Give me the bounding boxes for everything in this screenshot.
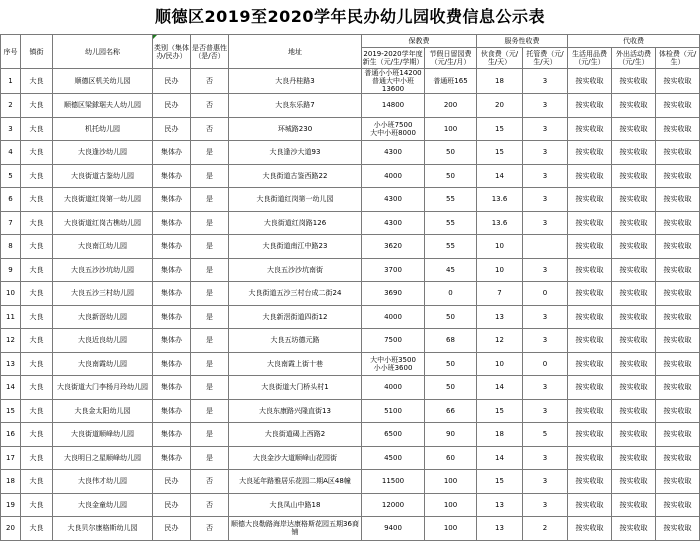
- cell-town: 大良: [21, 164, 53, 188]
- table-row: [1, 399, 700, 423]
- cell-category: 集体办: [153, 352, 191, 376]
- cell-name: 大良南霞幼儿园: [53, 352, 153, 376]
- cell-seq: 20: [1, 517, 21, 541]
- cell-category: 民办: [153, 493, 191, 517]
- cell-category: 集体办: [153, 141, 191, 165]
- table-row: [1, 423, 700, 447]
- cell-category: 集体办: [153, 282, 191, 306]
- cell-address: 大良凤山中路18: [229, 493, 362, 517]
- cell-tuition: 11500: [362, 470, 425, 494]
- cell-meal: 13: [477, 305, 523, 329]
- cell-nursery: 2: [523, 517, 568, 541]
- cell-tuition: 大中小班3500 小小班3600: [362, 352, 425, 376]
- cell-town: 大良: [21, 69, 53, 94]
- cell-inclusive: 是: [191, 376, 229, 400]
- cell-meal: 15: [477, 117, 523, 141]
- cell-supplies: 按实收取: [568, 164, 612, 188]
- cell-tuition: 4000: [362, 305, 425, 329]
- cell-holiday: 90: [425, 423, 477, 447]
- cell-supplies: 按实收取: [568, 94, 612, 118]
- cell-town: 大良: [21, 211, 53, 235]
- cell-address: 环城路230: [229, 117, 362, 141]
- header-outing: 外出活动费（元/生）: [612, 48, 656, 69]
- cell-holiday: 100: [425, 517, 477, 541]
- cell-supplies: 按实收取: [568, 423, 612, 447]
- table-row: [1, 164, 700, 188]
- cell-meal: 13: [477, 493, 523, 517]
- cell-checkup: 按实收取: [656, 69, 700, 94]
- cell-tuition: 4300: [362, 141, 425, 165]
- cell-town: 大良: [21, 352, 53, 376]
- cell-address: 大良五沙沙坑南街: [229, 258, 362, 282]
- cell-tuition: 7500: [362, 329, 425, 353]
- cell-nursery: 3: [523, 305, 568, 329]
- cell-holiday: 100: [425, 117, 477, 141]
- cell-outing: 按实收取: [612, 399, 656, 423]
- cell-meal: 15: [477, 399, 523, 423]
- cell-address: 大良延年路雅居乐花园二期A区48幢: [229, 470, 362, 494]
- cell-supplies: 按实收取: [568, 493, 612, 517]
- cell-tuition: 14800: [362, 94, 425, 118]
- cell-outing: 按实收取: [612, 69, 656, 94]
- cell-inclusive: 否: [191, 117, 229, 141]
- cell-category: 民办: [153, 117, 191, 141]
- cell-category: 集体办: [153, 305, 191, 329]
- cell-town: 大良: [21, 188, 53, 212]
- table-row: [1, 329, 700, 353]
- cell-meal: 10: [477, 258, 523, 282]
- cell-inclusive: 是: [191, 258, 229, 282]
- cell-checkup: 按实收取: [656, 329, 700, 353]
- cell-supplies: 按实收取: [568, 470, 612, 494]
- header-meal: 伙食费（元/生/天）: [477, 48, 523, 69]
- cell-address: 大良逢沙大道93: [229, 141, 362, 165]
- cell-checkup: 按实收取: [656, 493, 700, 517]
- cell-supplies: 按实收取: [568, 235, 612, 259]
- cell-inclusive: 是: [191, 188, 229, 212]
- cell-holiday: 100: [425, 493, 477, 517]
- cell-name: 大良五沙沙坑幼儿园: [53, 258, 153, 282]
- cell-seq: 18: [1, 470, 21, 494]
- cell-category: 民办: [153, 517, 191, 541]
- cell-tuition: 4500: [362, 446, 425, 470]
- cell-name: 顺德区机关幼儿园: [53, 69, 153, 94]
- cell-name: 大良五沙三村幼儿园: [53, 282, 153, 306]
- cell-town: 大良: [21, 141, 53, 165]
- cell-category: 集体办: [153, 235, 191, 259]
- cell-meal: 10: [477, 235, 523, 259]
- cell-outing: 按实收取: [612, 211, 656, 235]
- cell-supplies: 按实收取: [568, 329, 612, 353]
- header-name: 幼儿园名称: [53, 35, 153, 69]
- cell-seq: 14: [1, 376, 21, 400]
- cell-town: 大良: [21, 423, 53, 447]
- cell-checkup: 按实收取: [656, 352, 700, 376]
- cell-town: 大良: [21, 470, 53, 494]
- cell-town: 大良: [21, 399, 53, 423]
- cell-outing: 按实收取: [612, 282, 656, 306]
- cell-address: 大良街道大门桥头村1: [229, 376, 362, 400]
- cell-town: 大良: [21, 94, 53, 118]
- cell-nursery: 3: [523, 493, 568, 517]
- cell-tuition: 3620: [362, 235, 425, 259]
- table-row: [1, 69, 700, 94]
- header-seq: 序号: [1, 35, 21, 69]
- cell-checkup: 按实收取: [656, 446, 700, 470]
- cell-seq: 17: [1, 446, 21, 470]
- cell-holiday: 55: [425, 188, 477, 212]
- cell-category: 集体办: [153, 423, 191, 447]
- header-nursery: 托管费（元/生/天）: [523, 48, 568, 69]
- table-row: [1, 493, 700, 517]
- cell-category: 集体办: [153, 329, 191, 353]
- cell-address: 大良南霞上街十巷: [229, 352, 362, 376]
- table-row: [1, 211, 700, 235]
- cell-supplies: 按实收取: [568, 211, 612, 235]
- cell-meal: 14: [477, 446, 523, 470]
- cell-outing: 按实收取: [612, 258, 656, 282]
- cell-inclusive: 否: [191, 470, 229, 494]
- header-service-group: 服务性收费: [477, 35, 568, 48]
- cell-nursery: 5: [523, 423, 568, 447]
- cell-supplies: 按实收取: [568, 446, 612, 470]
- cell-supplies: 按实收取: [568, 69, 612, 94]
- cell-town: 大良: [21, 305, 53, 329]
- cell-category: 集体办: [153, 164, 191, 188]
- cell-address: 大良五坊德元路: [229, 329, 362, 353]
- cell-supplies: 按实收取: [568, 352, 612, 376]
- cell-checkup: 按实收取: [656, 94, 700, 118]
- cell-tuition: 3690: [362, 282, 425, 306]
- cell-seq: 11: [1, 305, 21, 329]
- cell-outing: 按实收取: [612, 470, 656, 494]
- cell-holiday: 68: [425, 329, 477, 353]
- header-checkup: 体检费（元/生）: [656, 48, 700, 69]
- cell-inclusive: 是: [191, 352, 229, 376]
- cell-meal: 14: [477, 164, 523, 188]
- cell-outing: 按实收取: [612, 517, 656, 541]
- cell-outing: 按实收取: [612, 493, 656, 517]
- cell-name: 机托幼儿园: [53, 117, 153, 141]
- cell-checkup: 按实收取: [656, 305, 700, 329]
- cell-supplies: 按实收取: [568, 117, 612, 141]
- cell-seq: 8: [1, 235, 21, 259]
- cell-checkup: 按实收取: [656, 423, 700, 447]
- cell-tuition: 小小班7500 大中小班8000: [362, 117, 425, 141]
- cell-meal: 10: [477, 352, 523, 376]
- cell-checkup: 按实收取: [656, 141, 700, 165]
- cell-inclusive: 是: [191, 282, 229, 306]
- cell-nursery: 3: [523, 329, 568, 353]
- cell-holiday: 45: [425, 258, 477, 282]
- cell-seq: 13: [1, 352, 21, 376]
- cell-nursery: 3: [523, 69, 568, 94]
- cell-category: 民办: [153, 69, 191, 94]
- cell-name: 大良金童幼儿园: [53, 493, 153, 517]
- cell-address: 大良街道红岗第一幼儿园: [229, 188, 362, 212]
- cell-category: 集体办: [153, 211, 191, 235]
- cell-town: 大良: [21, 117, 53, 141]
- cell-holiday: 66: [425, 399, 477, 423]
- cell-town: 大良: [21, 329, 53, 353]
- cell-town: 大良: [21, 258, 53, 282]
- cell-seq: 7: [1, 211, 21, 235]
- cell-seq: 6: [1, 188, 21, 212]
- cell-tuition: 4300: [362, 211, 425, 235]
- cell-category: 民办: [153, 94, 191, 118]
- cell-address: 大良新滘街道四街12: [229, 305, 362, 329]
- cell-name: 大良南江幼儿园: [53, 235, 153, 259]
- table-row: [1, 352, 700, 376]
- cell-nursery: 3: [523, 94, 568, 118]
- cell-address: 大良街道古鉴西路22: [229, 164, 362, 188]
- cell-checkup: 按实收取: [656, 188, 700, 212]
- cell-meal: 7: [477, 282, 523, 306]
- cell-nursery: [523, 235, 568, 259]
- cell-holiday: 50: [425, 305, 477, 329]
- cell-outing: 按实收取: [612, 235, 656, 259]
- cell-checkup: 按实收取: [656, 470, 700, 494]
- cell-seq: 15: [1, 399, 21, 423]
- cell-category: 集体办: [153, 188, 191, 212]
- cell-name: 大良近良幼儿园: [53, 329, 153, 353]
- cell-outing: 按实收取: [612, 117, 656, 141]
- cell-town: 大良: [21, 235, 53, 259]
- cell-seq: 5: [1, 164, 21, 188]
- cell-outing: 按实收取: [612, 94, 656, 118]
- header-supplies: 生活用品费（元/生）: [568, 48, 612, 69]
- cell-tuition: 5100: [362, 399, 425, 423]
- cell-nursery: 3: [523, 164, 568, 188]
- cell-outing: 按实收取: [612, 446, 656, 470]
- cell-name: 大良金太阳幼儿园: [53, 399, 153, 423]
- cell-inclusive: 否: [191, 69, 229, 94]
- cell-address: 大良东乐路7: [229, 94, 362, 118]
- cell-outing: 按实收取: [612, 352, 656, 376]
- cell-address: 大良街道红岗路126: [229, 211, 362, 235]
- cell-address: 大良东康路兴隆直街13: [229, 399, 362, 423]
- cell-holiday: 0: [425, 282, 477, 306]
- cell-inclusive: 是: [191, 211, 229, 235]
- cell-category: 民办: [153, 470, 191, 494]
- cell-inclusive: 是: [191, 329, 229, 353]
- cell-nursery: 3: [523, 470, 568, 494]
- cell-outing: 按实收取: [612, 164, 656, 188]
- cell-name: 大良新滘幼儿园: [53, 305, 153, 329]
- cell-nursery: 3: [523, 211, 568, 235]
- cell-nursery: 3: [523, 117, 568, 141]
- cell-checkup: 按实收取: [656, 164, 700, 188]
- cell-category: 集体办: [153, 258, 191, 282]
- cell-seq: 16: [1, 423, 21, 447]
- cell-holiday: 200: [425, 94, 477, 118]
- cell-holiday: 55: [425, 211, 477, 235]
- cell-name: 顺德区梁銶琚夫人幼儿园: [53, 94, 153, 118]
- cell-seq: 3: [1, 117, 21, 141]
- cell-meal: 18: [477, 69, 523, 94]
- table-row: [1, 305, 700, 329]
- cell-supplies: 按实收取: [568, 282, 612, 306]
- cell-inclusive: 是: [191, 235, 229, 259]
- cell-nursery: 3: [523, 141, 568, 165]
- header-holiday: 节假日留园费（元/生/月）: [425, 48, 477, 69]
- cell-address: 顺德大良勒路海岸达康格斯花园五期36商铺: [229, 517, 362, 541]
- cell-name: 大良明日之星顺峰幼儿园: [53, 446, 153, 470]
- cell-holiday: 50: [425, 376, 477, 400]
- cell-inclusive: 否: [191, 94, 229, 118]
- cell-nursery: 0: [523, 352, 568, 376]
- cell-category: 集体办: [153, 376, 191, 400]
- cell-nursery: 3: [523, 446, 568, 470]
- cell-supplies: 按实收取: [568, 376, 612, 400]
- header-town: 镇街: [21, 35, 53, 69]
- cell-tuition: 普通小小班14200 普通大中小班13600: [362, 69, 425, 94]
- cell-inclusive: 是: [191, 305, 229, 329]
- cell-meal: 14: [477, 376, 523, 400]
- cell-name: 大良街道红岗古樵幼儿园: [53, 211, 153, 235]
- cell-name: 大良街道顺峰幼儿园: [53, 423, 153, 447]
- cell-address: 大良丹桂路3: [229, 69, 362, 94]
- cell-nursery: 3: [523, 399, 568, 423]
- fee-table: [0, 34, 700, 541]
- cell-seq: 1: [1, 69, 21, 94]
- header-childcare-group: 保教费: [362, 35, 477, 48]
- header-agency-group: 代收费: [568, 35, 700, 48]
- table-row: [1, 141, 700, 165]
- cell-name: 大良街道古鉴幼儿园: [53, 164, 153, 188]
- cell-seq: 2: [1, 94, 21, 118]
- cell-name: 大良贝尔康格斯幼儿园: [53, 517, 153, 541]
- cell-meal: 12: [477, 329, 523, 353]
- cell-meal: 15: [477, 470, 523, 494]
- table-row: [1, 117, 700, 141]
- cell-holiday: 100: [425, 470, 477, 494]
- cell-nursery: 3: [523, 376, 568, 400]
- cell-holiday: 50: [425, 164, 477, 188]
- cell-checkup: 按实收取: [656, 258, 700, 282]
- cell-checkup: 按实收取: [656, 517, 700, 541]
- cell-meal: 18: [477, 423, 523, 447]
- cell-name: 大良伟才幼儿园: [53, 470, 153, 494]
- cell-category: 集体办: [153, 446, 191, 470]
- cell-seq: 12: [1, 329, 21, 353]
- table-row: [1, 376, 700, 400]
- table-row: [1, 282, 700, 306]
- cell-nursery: 0: [523, 282, 568, 306]
- cell-category: 集体办: [153, 399, 191, 423]
- cell-town: 大良: [21, 446, 53, 470]
- cell-meal: 13: [477, 517, 523, 541]
- cell-seq: 9: [1, 258, 21, 282]
- table-row: [1, 258, 700, 282]
- cell-checkup: 按实收取: [656, 376, 700, 400]
- cell-tuition: 9400: [362, 517, 425, 541]
- cell-name: 大良街道红岗第一幼儿园: [53, 188, 153, 212]
- cell-inclusive: 是: [191, 141, 229, 165]
- table-row: [1, 188, 700, 212]
- cell-tuition: 3700: [362, 258, 425, 282]
- cell-checkup: 按实收取: [656, 399, 700, 423]
- cell-holiday: 50: [425, 141, 477, 165]
- cell-outing: 按实收取: [612, 305, 656, 329]
- cell-supplies: 按实收取: [568, 258, 612, 282]
- cell-address: 大良街道五沙三村台成二街24: [229, 282, 362, 306]
- cell-tuition: 4000: [362, 376, 425, 400]
- cell-outing: 按实收取: [612, 188, 656, 212]
- cell-supplies: 按实收取: [568, 188, 612, 212]
- cell-seq: 10: [1, 282, 21, 306]
- cell-town: 大良: [21, 493, 53, 517]
- cell-meal: 13.6: [477, 211, 523, 235]
- cell-town: 大良: [21, 517, 53, 541]
- cell-inclusive: 是: [191, 423, 229, 447]
- cell-inclusive: 否: [191, 493, 229, 517]
- cell-holiday: 50: [425, 352, 477, 376]
- cell-name: 大良街道大门李杨月玲幼儿园: [53, 376, 153, 400]
- table-row: [1, 94, 700, 118]
- cell-holiday: 55: [425, 235, 477, 259]
- cell-inclusive: 是: [191, 164, 229, 188]
- table-row: [1, 517, 700, 541]
- cell-outing: 按实收取: [612, 329, 656, 353]
- cell-checkup: 按实收取: [656, 235, 700, 259]
- cell-nursery: 3: [523, 188, 568, 212]
- table-row: [1, 235, 700, 259]
- cell-tuition: 4300: [362, 188, 425, 212]
- cell-inclusive: 是: [191, 399, 229, 423]
- cell-supplies: 按实收取: [568, 305, 612, 329]
- header-inclusive: 是否普惠性（是/否）: [191, 35, 229, 69]
- table-row: [1, 470, 700, 494]
- table-body: [1, 69, 700, 541]
- cell-checkup: 按实收取: [656, 211, 700, 235]
- cell-address: 大良金沙大道顺峰山花园街: [229, 446, 362, 470]
- cell-meal: 15: [477, 141, 523, 165]
- cell-meal: 13.6: [477, 188, 523, 212]
- cell-tuition: 12000: [362, 493, 425, 517]
- cell-supplies: 按实收取: [568, 141, 612, 165]
- cell-meal: 20: [477, 94, 523, 118]
- header-tuition: 2019-2020学年度新生（元/生/学期）: [362, 48, 425, 69]
- cell-seq: 19: [1, 493, 21, 517]
- cell-town: 大良: [21, 376, 53, 400]
- cell-nursery: 3: [523, 258, 568, 282]
- cell-tuition: 6500: [362, 423, 425, 447]
- cell-holiday: 普通班165: [425, 69, 477, 94]
- cell-address: 大良街道南江中路23: [229, 235, 362, 259]
- table-row: [1, 446, 700, 470]
- header-category: 类别（集体办/民办）: [153, 35, 191, 69]
- page-title: 顺德区2019至2020学年民办幼儿园收费信息公示表: [154, 7, 546, 26]
- cell-town: 大良: [21, 282, 53, 306]
- cell-checkup: 按实收取: [656, 282, 700, 306]
- header-address: 地址: [229, 35, 362, 69]
- cell-outing: 按实收取: [612, 376, 656, 400]
- cell-supplies: 按实收取: [568, 517, 612, 541]
- cell-holiday: 60: [425, 446, 477, 470]
- cell-address: 大良街道碣上西路2: [229, 423, 362, 447]
- cell-name: 大良逢沙幼儿园: [53, 141, 153, 165]
- cell-tuition: 4000: [362, 164, 425, 188]
- cell-outing: 按实收取: [612, 423, 656, 447]
- cell-outing: 按实收取: [612, 141, 656, 165]
- cell-supplies: 按实收取: [568, 399, 612, 423]
- cell-inclusive: 是: [191, 446, 229, 470]
- cell-checkup: 按实收取: [656, 117, 700, 141]
- cell-inclusive: 否: [191, 517, 229, 541]
- cell-seq: 4: [1, 141, 21, 165]
